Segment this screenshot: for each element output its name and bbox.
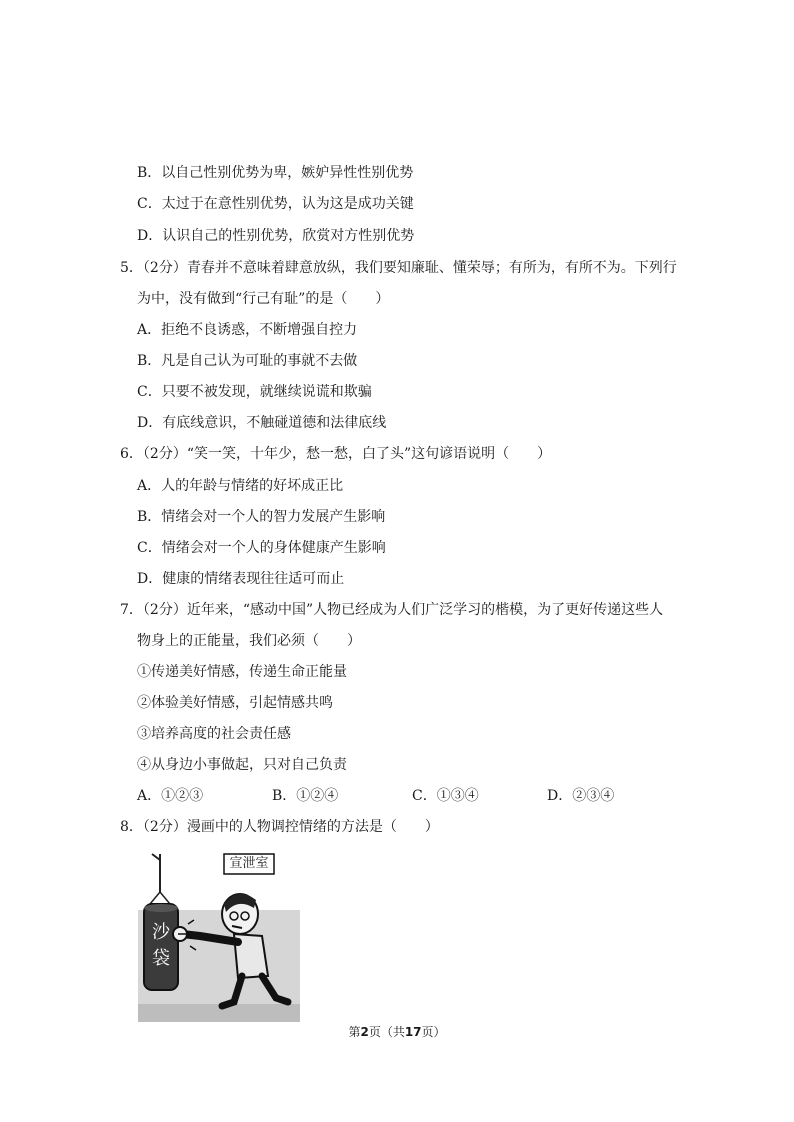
venting-room-cartoon	[138, 850, 300, 1022]
q7-choice-d: D．②③④	[547, 788, 615, 804]
q7-statement-1: ①传递美好情感，传递生命正能量	[137, 664, 347, 680]
q7-choice-a: A．①②③	[137, 788, 204, 804]
q7-stem-line1: 7．（2分）近年来，“感动中国”人物已经成为人们广泛学习的楷模，为了更好传递这些人	[120, 602, 664, 618]
q6-option-b: B．情绪会对一个人的智力发展产生影响	[137, 509, 386, 525]
q8-stem: 8．（2分）漫画中的人物调控情绪的方法是（ ）	[120, 819, 439, 835]
q4-option-c: C．太过于在意性别优势，认为这是成功关键	[137, 196, 414, 212]
q5-stem-line1: 5．（2分）青春并不意味着肆意放纵，我们要知廉耻、懂荣辱；有所为，有所不为。下列行	[120, 260, 677, 276]
sandbag-label-1: 沙	[152, 922, 170, 943]
q6-option-a: A．人的年龄与情绪的好坏成正比	[137, 478, 344, 494]
bag-hook	[152, 854, 160, 860]
footer-page-number: 2	[360, 1025, 369, 1039]
sandbag-top	[144, 904, 178, 912]
q6-option-c: C．情绪会对一个人的身体健康产生影响	[137, 540, 386, 556]
q7-stem-line2: 物身上的正能量，我们必须（ ）	[137, 633, 361, 649]
bag-strap-left	[150, 892, 160, 904]
footer-suffix: 页）	[421, 1025, 446, 1039]
q5-option-b: B．凡是自己认为可耻的事就不去做	[137, 353, 358, 369]
q5-stem-line2: 为中，没有做到“行己有耻”的是（ ）	[137, 291, 390, 307]
q4-option-b: B．以自己性别优势为卑，嫉妒异性性别优势	[137, 165, 414, 181]
q7-statement-4: ④从身边小事做起，只对自己负责	[137, 757, 347, 773]
page-footer	[0, 1023, 794, 1041]
footer-middle: 页（共	[368, 1025, 405, 1039]
footer-total-pages: 17	[404, 1025, 422, 1039]
sandbag	[144, 904, 178, 990]
sign-text: 宣泄室	[229, 856, 269, 871]
q7-statement-3: ③培养高度的社会责任感	[137, 726, 291, 742]
q6-stem: 6．（2分）“笑一笑，十年少，愁一愁，白了头”这句谚语说明（ ）	[120, 446, 552, 462]
q5-option-c: C．只要不被发现，就继续说谎和欺骗	[137, 384, 372, 400]
sandbag-label-2: 袋	[152, 948, 170, 969]
q5-option-d: D．有底线意识，不触碰道德和法律底线	[137, 415, 387, 431]
q5-option-a: A．拒绝不良诱惑，不断增强自控力	[137, 322, 358, 338]
q6-option-d: D．健康的情绪表现往往适可而止	[137, 571, 345, 587]
footer-prefix: 第	[348, 1025, 361, 1039]
q7-choice-c: C．①③④	[412, 788, 479, 804]
q4-option-d: D．认识自己的性别优势，欣赏对方性别优势	[137, 228, 415, 244]
q7-statement-2: ②体验美好情感，引起情感共鸣	[137, 695, 333, 711]
bag-strap-right	[160, 892, 170, 904]
q7-choice-b: B．①②④	[272, 788, 339, 804]
